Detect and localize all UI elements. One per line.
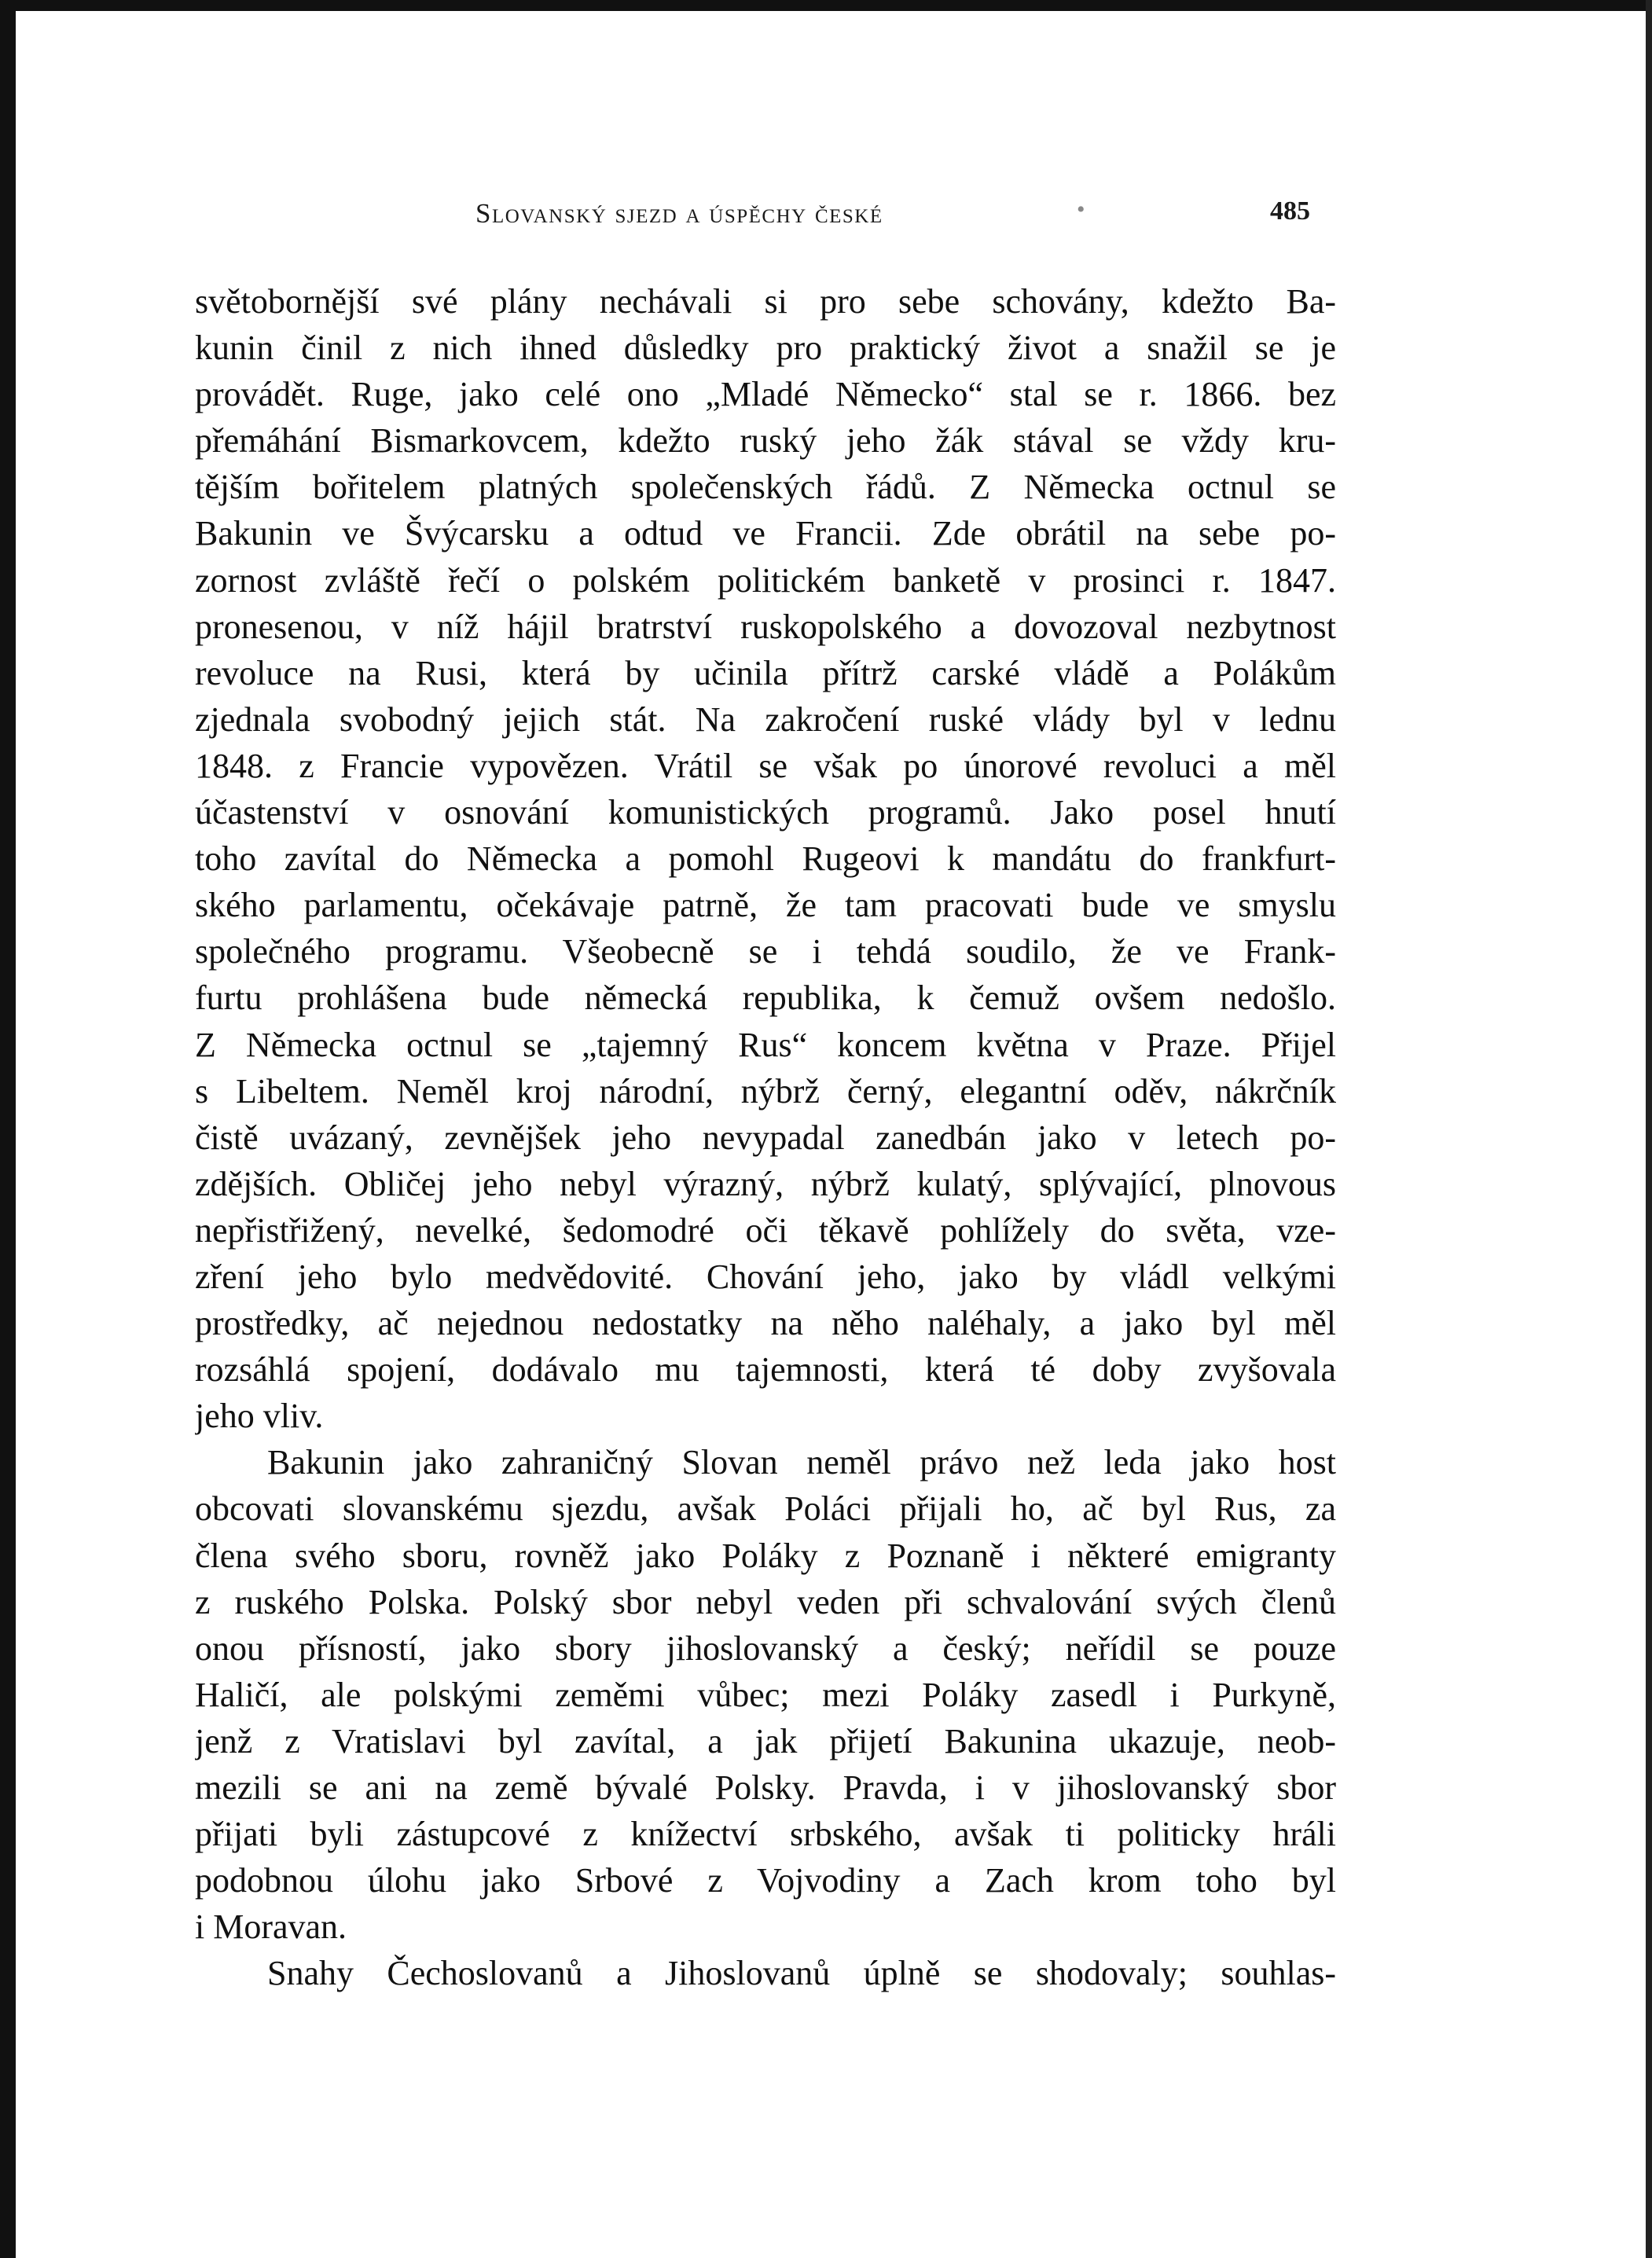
text-line: zdějších. Obličej jeho nebyl výrazný, nýbrž kulatý, splývající, plnovous: [195, 1164, 1336, 1203]
text-line: provádět. Ruge, jako celé ono „Mladé Německo“ stal se r. 1866. bez: [195, 375, 1336, 414]
text-line: 1848. z Francie vypovězen. Vrátil se však po únorové revoluci a měl: [195, 746, 1336, 785]
text-line: Haličí, ale polskými zeměmi vůbec; mezi Poláky zasedl i Purkyně,: [195, 1675, 1336, 1714]
text-line: z ruského Polska. Polský sbor nebyl veden při schvalování svých členů: [195, 1582, 1336, 1621]
text-line: ského parlamentu, očekávaje patrně, že tam pracovati bude ve smyslu: [195, 886, 1336, 925]
text-line: zjednala svobodný jejich stát. Na zakročení ruské vlády byl v lednu: [195, 699, 1336, 739]
page-number: 485: [1270, 196, 1310, 226]
text-line: toho zavítal do Německa a pomohl Rugeovi k mandátu do frankfurt-: [195, 839, 1336, 879]
book-page: [16, 11, 1646, 2258]
text-line: mezili se ani na země bývalé Polsky. Pravda, i v jihoslovanský sbor: [195, 1768, 1336, 1807]
text-line: revoluce na Rusi, která by učinila přítrž carské vládě a Polákům: [195, 653, 1336, 692]
text-line: jeho vliv.: [195, 1397, 324, 1436]
text-line: furtu prohlášena bude německá republika, k čemuž ovšem nedošlo.: [195, 978, 1336, 1018]
scan-border-left: [0, 0, 16, 2258]
text-line: Z Německa octnul se „tajemný Rus“ koncem května v Praze. Přijel: [195, 1025, 1336, 1064]
scan-border-top: [0, 0, 1652, 11]
text-line: člena svého sboru, rovněž jako Poláky z Poznaně i některé emigranty: [195, 1536, 1336, 1575]
scan-border-right: [1646, 0, 1652, 2258]
text-line: čistě uvázaný, zevnějšek jeho nevypadal zanedbán jako v letech po-: [195, 1118, 1336, 1157]
text-line: tějším bořitelem platných společenských řádů. Z Německa octnul se: [195, 468, 1336, 507]
text-line: Bakunin ve Švýcarsku a odtud ve Francii. Zde obrátil na sebe po-: [195, 514, 1336, 553]
text-line: účastenství v osnování komunistických programů. Jako posel hnutí: [195, 793, 1336, 832]
text-line: kunin činil z nich ihned důsledky pro praktický život a snažil se je: [195, 329, 1336, 368]
text-line: prostředky, ač nejednou nedostatky na něho naléhaly, a jako byl měl: [195, 1304, 1336, 1343]
text-line: Bakunin jako zahraničný Slovan neměl právo než leda jako host: [267, 1443, 1336, 1482]
text-line: přemáhání Bismarkovcem, kdežto ruský jeho žák stával se vždy kru-: [195, 421, 1336, 461]
text-line: společného programu. Všeobecně se i tehdá soudilo, že ve Frank-: [195, 932, 1336, 971]
text-line: s Libeltem. Neměl kroj národní, nýbrž černý, elegantní oděv, nákrčník: [195, 1071, 1336, 1111]
text-line: pronesenou, v níž hájil bratrství ruskopolského a dovozoval nezbytnost: [195, 607, 1336, 646]
text-line: podobnou úlohu jako Srbové z Vojvodiny a Zach krom toho byl: [195, 1861, 1336, 1900]
text-line: zření jeho bylo medvědovité. Chování jeho, jako by vládl velkými: [195, 1257, 1336, 1296]
text-line: rozsáhlá spojení, dodávalo mu tajemnosti, která té doby zvyšovala: [195, 1350, 1336, 1390]
header-separator: •: [1077, 196, 1085, 222]
running-header: [16, 189, 1646, 236]
text-line: obcovati slovanskému sjezdu, avšak Poláci přijali ho, ač byl Rus, za: [195, 1489, 1336, 1529]
text-line: zornost zvláště řečí o polském politickém banketě v prosinci r. 1847.: [195, 560, 1336, 600]
text-line: světobornější své plány nechávali si pro sebe schovány, kdežto Ba-: [195, 282, 1336, 321]
text-line: přijati byli zástupcové z knížectví srbského, avšak ti politicky hráli: [195, 1815, 1336, 1854]
text-line: i Moravan.: [195, 1907, 347, 1947]
running-title: Slovanský sjezd a úspěchy české: [475, 198, 883, 229]
body-text: [195, 278, 1336, 1996]
text-line: onou přísností, jako sbory jihoslovanský a český; neřídil se pouze: [195, 1628, 1336, 1668]
text-line: jenž z Vratislavi byl zavítal, a jak přijetí Bakunina ukazuje, neob-: [195, 1721, 1336, 1761]
text-line: Snahy Čechoslovanů a Jihoslovanů úplně se shodovaly; souhlas-: [267, 1954, 1336, 1993]
text-line: nepřistřižený, nevelké, šedomodré oči těkavě pohlížely do světa, vze-: [195, 1210, 1336, 1250]
